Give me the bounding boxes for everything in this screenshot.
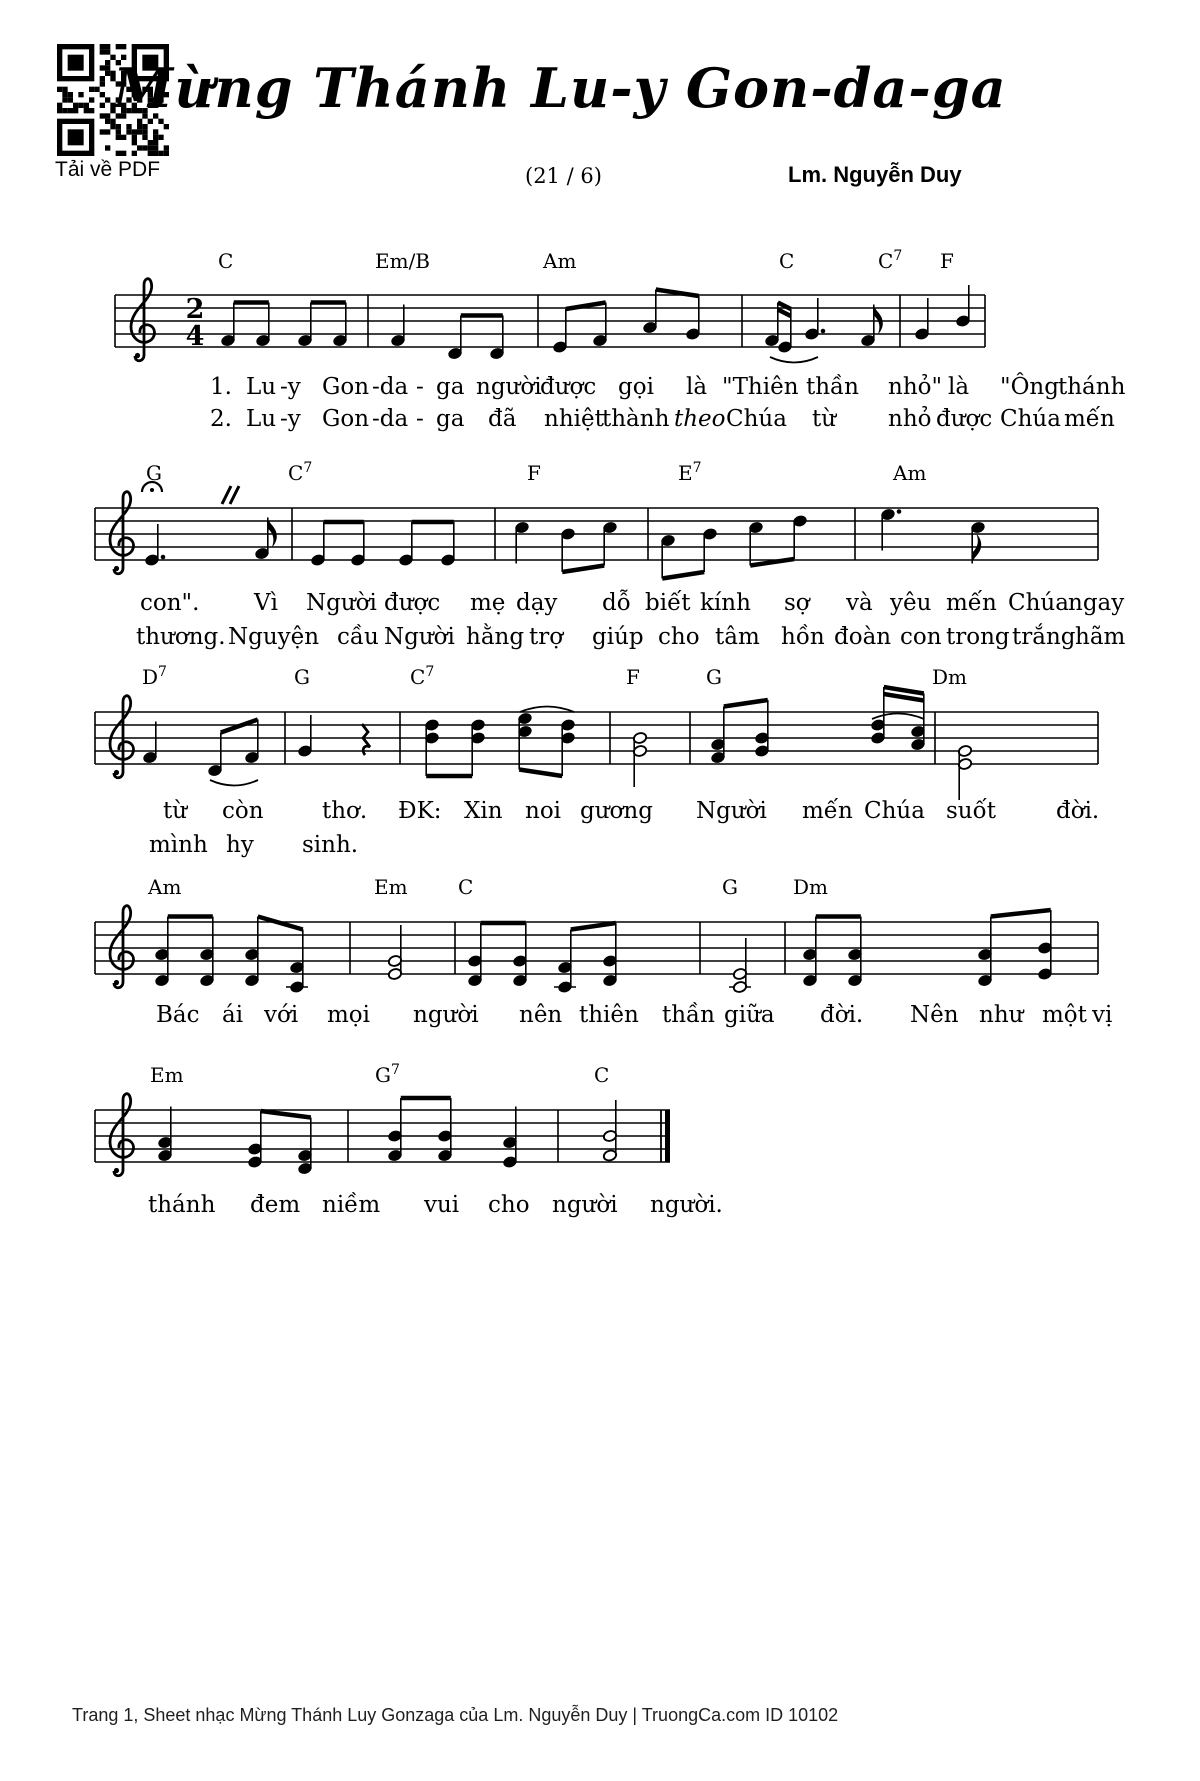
svg-text:Am: Am xyxy=(893,461,927,485)
lyric-syllable: là xyxy=(686,374,708,400)
lyric-syllable: mẹ xyxy=(470,590,506,616)
lyric-syllable: dạy xyxy=(516,590,558,616)
lyric-syllable: trắng xyxy=(1012,624,1076,650)
lyric-syllable: ĐK: xyxy=(398,798,442,824)
lyric-syllable: noi xyxy=(525,798,562,824)
lyric-syllable: sinh. xyxy=(302,832,359,858)
lyric-syllable: là xyxy=(948,374,970,400)
lyric-syllable: hy xyxy=(226,832,254,858)
lyric-syllable: cho xyxy=(488,1192,530,1218)
lyric-syllable: Người xyxy=(696,798,767,824)
composer-name: Lm. Nguyễn Duy xyxy=(788,162,962,187)
lyric-syllable: thần xyxy=(662,1002,715,1028)
lyric-syllable: thành xyxy=(602,406,670,432)
svg-text:Dm: Dm xyxy=(932,665,967,689)
lyric-syllable: được xyxy=(540,374,597,400)
svg-text:Am: Am xyxy=(543,249,577,273)
lyric-syllable: vị xyxy=(1092,1002,1113,1028)
lyric-syllable: nhiệt xyxy=(544,406,604,432)
svg-text:F: F xyxy=(626,665,640,689)
lyric-syllable: thần xyxy=(806,374,859,400)
svg-text:Am: Am xyxy=(148,875,182,899)
lyric-syllable: như xyxy=(979,1002,1024,1028)
lyric-syllable: sợ xyxy=(784,590,810,616)
lyric-syllable: đời. xyxy=(820,1002,864,1028)
lyric-syllable: nhỏ xyxy=(888,406,932,432)
lyric-syllable: thiên xyxy=(579,1002,639,1028)
lyric-syllable: gọi xyxy=(618,374,654,400)
svg-text:C7: $C^7$ xyxy=(288,460,313,485)
lyric-syllable: tâm xyxy=(715,624,760,650)
svg-text:C7: $C^7$ xyxy=(410,664,435,689)
svg-text:Em: Em xyxy=(374,875,408,899)
lyric-syllable: đoàn xyxy=(834,624,892,650)
svg-text:G: G xyxy=(294,665,310,689)
lyric-syllable: đời. xyxy=(1056,798,1100,824)
lyric-syllable: một xyxy=(1042,1002,1087,1028)
lyric-syllable: dỗ xyxy=(602,590,631,616)
lyric-syllable: với xyxy=(264,1002,299,1028)
lyric-syllable: Gon xyxy=(322,406,370,432)
lyric-syllable: ga xyxy=(436,374,465,400)
lyric-syllable: cầu xyxy=(337,624,379,650)
svg-text:G: G xyxy=(722,875,738,899)
lyric-syllable: -y xyxy=(280,374,301,400)
svg-text:Dm: Dm xyxy=(793,875,828,899)
lyric-syllable: biết xyxy=(645,590,691,616)
lyric-syllable: người xyxy=(476,374,542,400)
svg-text:C: C xyxy=(594,1063,610,1087)
lyric-syllable: theo xyxy=(674,406,726,432)
lyric-syllable: -da xyxy=(372,406,409,432)
lyric-syllable: - xyxy=(416,406,424,432)
lyric-syllable: yêu xyxy=(890,590,932,616)
lyric-syllable: hằng xyxy=(466,624,525,650)
svg-text:2: 2 xyxy=(185,294,205,325)
lyric-syllable: 1. xyxy=(210,374,232,400)
lyric-syllable: và xyxy=(846,590,873,616)
svg-text:F: F xyxy=(940,249,954,273)
lyric-syllable: -da xyxy=(372,374,409,400)
svg-text:C: C xyxy=(218,249,234,273)
svg-text:C: C xyxy=(458,875,474,899)
lyric-syllable: giữa xyxy=(724,1002,775,1028)
lyric-syllable: Lu xyxy=(246,374,277,400)
lyric-syllable: nhỏ" xyxy=(888,374,943,400)
lyric-syllable: Nên xyxy=(910,1002,959,1028)
lyric-syllable: Vì xyxy=(254,590,278,616)
lyric-syllable: mến xyxy=(946,590,997,616)
lyric-syllable: trợ xyxy=(529,624,564,650)
lyric-syllable: con xyxy=(900,624,942,650)
lyric-syllable: được xyxy=(936,406,993,432)
lyric-syllable: mến xyxy=(1064,406,1115,432)
svg-text:Em: Em xyxy=(150,1063,184,1087)
lyric-syllable: Lu xyxy=(246,406,277,432)
svg-text:D7: $D^7$ xyxy=(142,664,167,689)
lyric-syllable: Chúa xyxy=(1008,590,1069,616)
lyric-syllable: mình xyxy=(149,832,208,858)
lyric-syllable: từ xyxy=(163,798,188,824)
svg-text:G: G xyxy=(706,665,722,689)
lyric-syllable: Gon xyxy=(322,374,370,400)
lyric-syllable: Người xyxy=(306,590,377,616)
lyric-syllable: thánh xyxy=(1058,374,1126,400)
lyric-syllable: đã xyxy=(488,406,517,432)
lyric-syllable: ái xyxy=(222,1002,244,1028)
lyric-syllable: 2. xyxy=(210,406,232,432)
lyric-syllable: Xin xyxy=(464,798,503,824)
lyric-syllable: kính xyxy=(700,590,751,616)
lyric-syllable: còn xyxy=(222,798,264,824)
lyric-syllable: -y xyxy=(280,406,301,432)
lyric-syllable: Chúa xyxy=(864,798,925,824)
svg-text:G7: $G^7$ xyxy=(375,1062,400,1087)
lyric-syllable: giúp xyxy=(592,624,644,650)
page-title: Mừng Thánh Lu-y Gon-da-ga xyxy=(113,56,1007,120)
lyric-syllable: người xyxy=(413,1002,479,1028)
lyric-syllable: Chúa xyxy=(726,406,787,432)
lyric-syllable: ngay xyxy=(1068,590,1125,616)
song-number: (21 / 6) xyxy=(525,164,602,188)
lyric-syllable: thơ. xyxy=(322,798,368,824)
lyric-syllable: đem xyxy=(250,1192,301,1218)
download-pdf-link[interactable]: Tải về PDF xyxy=(55,158,161,181)
footer-text: Trang 1, Sheet nhạc Mừng Thánh Luy Gonzaga của Lm. Nguyễn Duy | TruongCa.com ID 10102 xyxy=(72,1705,839,1725)
svg-text:G: G xyxy=(146,461,162,485)
lyric-syllable: thánh xyxy=(148,1192,216,1218)
lyric-syllable: được xyxy=(384,590,441,616)
lyric-syllable: thương. xyxy=(136,624,226,650)
lyric-syllable: cho xyxy=(658,624,700,650)
lyric-syllable: suốt xyxy=(946,798,996,824)
svg-text:C: C xyxy=(779,249,795,273)
lyric-syllable: Nguyện xyxy=(228,624,320,650)
lyric-syllable: mến xyxy=(802,798,853,824)
svg-text:C7: $C^7$ xyxy=(878,248,903,273)
lyric-syllable: - xyxy=(416,374,424,400)
lyric-syllable: Bác xyxy=(156,1002,200,1028)
lyric-syllable: vui xyxy=(424,1192,460,1218)
lyric-syllable: người. xyxy=(650,1192,723,1218)
lyric-syllable: người xyxy=(552,1192,618,1218)
svg-text:E7: $E^7$ xyxy=(678,460,702,485)
lyric-syllable: Chúa xyxy=(1000,406,1061,432)
lyric-syllable: con". xyxy=(140,590,200,616)
lyric-syllable: hồn xyxy=(781,624,825,650)
svg-text:4: 4 xyxy=(185,321,205,352)
lyric-syllable: trong xyxy=(946,624,1010,650)
svg-text:F: F xyxy=(527,461,541,485)
lyric-syllable: gương xyxy=(580,798,653,824)
lyric-syllable: hãm xyxy=(1075,624,1126,650)
lyric-syllable: "Thiên xyxy=(722,374,799,400)
lyric-syllable: "Ông xyxy=(1000,374,1059,400)
lyric-syllable: Người xyxy=(384,624,455,650)
lyric-syllable: mọi xyxy=(327,1002,371,1028)
svg-text:Em/B: Em/B xyxy=(375,249,430,273)
lyric-syllable: niềm xyxy=(322,1192,381,1218)
lyric-syllable: từ xyxy=(812,406,837,432)
lyric-syllable: ga xyxy=(436,406,465,432)
lyric-syllable: nên xyxy=(519,1002,563,1028)
